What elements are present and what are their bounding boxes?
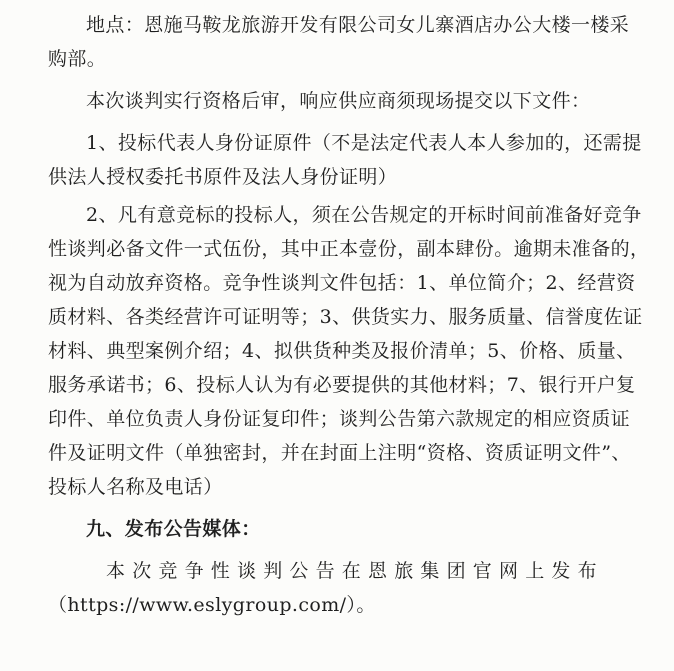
- review-intro: 本次谈判实行资格后审，响应供应商须现场提交以下文件：: [86, 90, 591, 112]
- text-line: 材料、典型案例介绍；4、拟供货种类及报价清单；5、价格、质量、: [48, 340, 636, 362]
- section-9-paragraph: [48, 554, 644, 622]
- website-url-text: （https://www.eslygroup.com/）。: [48, 594, 376, 616]
- text-line: 性谈判必备文件一式伍份，其中正本壹份，副本肆份。逾期未准备的，: [48, 238, 650, 260]
- text-line: 服务承诺书；6、投标人认为有必要提供的其他材料；7、银行开户复: [48, 374, 636, 396]
- location-paragraph: [48, 8, 644, 76]
- text-line: 视为自动放弃资格。竞争性谈判文件包括：1、单位简介；2、经营资: [48, 272, 636, 294]
- text-line: 本次竞争性谈判公告在恩旅集团官网上发布: [106, 560, 604, 582]
- item-1-paragraph: [48, 126, 644, 194]
- text-line: 2、凡有意竞标的投标人，须在公告规定的开标时间前准备好竞争: [86, 204, 642, 226]
- text-line: 购部。: [48, 48, 107, 70]
- text-line: 1、投标代表人身份证原件（不是法定代表人本人参加的，还需提: [86, 132, 642, 154]
- text-line: 供法人授权委托书原件及法人身份证明）: [48, 166, 398, 188]
- text-line: 投标人名称及电话）: [48, 476, 223, 498]
- text-line: 件及证明文件（单独密封，并在封面上注明“资格、资质证明文件”、: [48, 442, 631, 464]
- text-line: 质材料、各类经营许可证明等；3、供货实力、服务质量、信誉度佐证: [48, 306, 643, 328]
- text-line: 地点：恩施马鞍龙旅游开发有限公司女儿寨酒店办公大楼一楼采: [86, 14, 630, 36]
- section-9-heading: 九、发布公告媒体：: [86, 518, 261, 540]
- text-line: 印件、单位负责人身份证复印件；谈判公告第六款规定的相应资质证: [48, 408, 631, 430]
- item-2-paragraph: [48, 198, 650, 504]
